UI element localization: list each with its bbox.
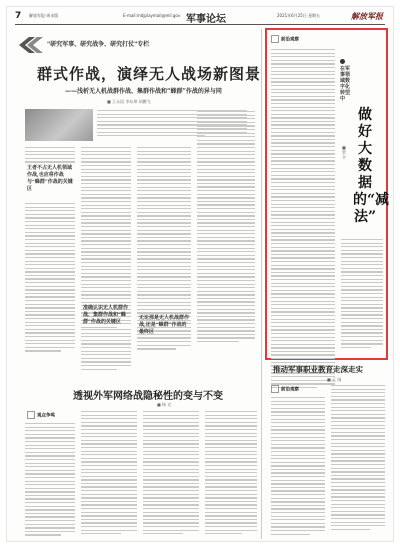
banner-text: "研究军事、研究战争、研究打仗"专栏 [47,41,150,48]
text-column [81,147,131,330]
column-tag-icon [271,35,279,43]
text-column [25,147,75,165]
pull-quote: 王者不占无人机领域作战,也应将作战与“蜂群”作战的关键区 [27,165,73,192]
email-address: E-mail:mdjplaymail@mil.gov [123,13,181,18]
text-column [25,203,75,354]
text-column [331,385,385,532]
bottom-right-tag: 前沿观察 [271,385,299,393]
column-tag-icon [27,411,35,419]
edition-label: 解放军报·周末版 [29,13,59,18]
right-title: 做好大数据的“减法” [353,107,390,225]
section-title: 军事论坛 [186,14,226,25]
main-byline: ■ 王永国 李东坤 胡鹏飞 [107,99,151,104]
main-subheadline: ——浅析无人机战群作战、集群作战和“蜂群”作战的异与同 [65,88,222,95]
text-column [143,411,199,537]
right-column-tag: 前沿观察 [271,35,299,43]
second-headline: 透视外军网络战隐秘性的变与不变 [73,391,223,402]
page-header [15,11,385,25]
column-tag-icon [271,385,279,393]
main-headline: 群式作战，演绎无人战场新图景 [37,65,262,83]
text-column [271,49,335,390]
newspaper-page [6,6,394,542]
masthead-logo: 解放军报 [351,12,383,21]
right-kicker: 在军事领域数字化转型中 [340,59,350,102]
column-banner [17,31,257,59]
pull-quote: 准确认识无人机群作战、集群作战和“蜂群”作战的关键区 [83,305,129,325]
text-column [197,111,255,345]
text-column [81,329,131,372]
bottom-right-byline: ■ 王 刚 [327,377,342,382]
page-number: 7 [15,11,22,21]
text-column [341,239,383,350]
text-column [205,411,257,537]
text-column [81,411,137,537]
text-column [25,423,75,538]
bullet-icon [340,59,345,64]
bottom-right-headline: 推动军事职业教育走深走实 [273,365,363,374]
second-byline: ■ 杨 光 [157,402,172,407]
article-photo [25,109,93,141]
pull-quote: 无论那是无人机战群作战,还是“蜂群”作战的最终区 [139,315,190,335]
column-divider [261,29,262,539]
text-column [271,397,325,537]
issue-date: 2021年6月25日 星期五 [277,13,321,18]
column-tag: 观点争鸣 [27,411,55,419]
right-byline: ■ 罗 平 [342,145,346,160]
